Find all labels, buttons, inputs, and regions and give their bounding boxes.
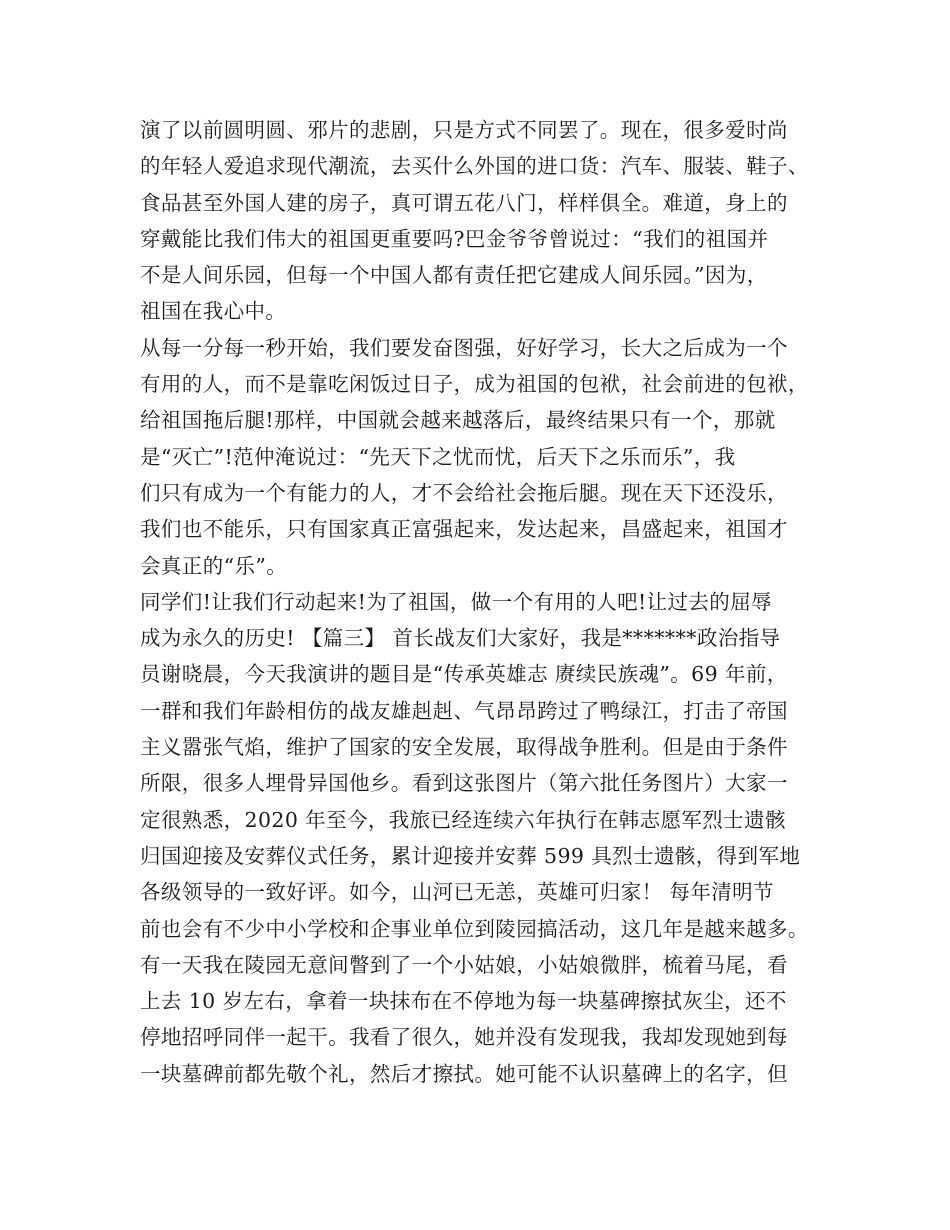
text-line: 演了以前圆明圆、邪片的悲剧，只是方式不同罢了。现在，很多爱时尚 xyxy=(140,118,788,142)
text-line: 穿戴能比我们伟大的祖国更重要吗?巴金爷爷曾说过：“我们的祖国并 xyxy=(140,226,769,251)
text-line: 一块墓碑前都先敬个礼，然后才擦拭。她可能不认识墓碑上的名字，但 xyxy=(140,1061,788,1086)
text-line: 食品甚至外国人建的房子，真可谓五花八门，样样俱全。难道，身上的 xyxy=(140,190,788,215)
text-line: 会真正的“乐”。 xyxy=(140,553,288,578)
text-line: 有用的人，而不是靠吃闲饭过日子，成为祖国的包袱，社会前进的包袱， xyxy=(140,372,809,397)
text-line: 员谢晓晨，今天我演讲的题目是“传承英雄志 赓续民族魂”。69 年前， xyxy=(140,662,788,687)
text-line: 不是人间乐园，但每一个中国人都有责任把它建成人间乐园。”因为， xyxy=(140,263,768,288)
document-body xyxy=(140,112,830,1092)
text-line: 上去 10 岁左右，拿着一块抹布在不停地为每一块墓碑擦拭灰尘，还不 xyxy=(140,989,787,1014)
text-line: 是“灭亡”!范仲淹说过：“先天下之忧而忧，后天下之乐而乐”，我 xyxy=(140,444,736,469)
text-line: 归国迎接及安葬仪式任务，累计迎接并安葬 599 具烈士遗骸，得到军地 xyxy=(140,843,801,868)
text-line: 一群和我们年龄相仿的战友雄赳赳、气昂昂跨过了鸭绿江，打击了帝国 xyxy=(140,698,788,723)
text-line: 从每一分每一秒开始，我们要发奋图强，好好学习，长大之后成为一个 xyxy=(140,335,788,360)
text-line: 同学们!让我们行动起来!为了祖国，做一个有用的人吧!让过去的屈辱 xyxy=(140,589,773,614)
text-line: 有一天我在陵园无意间瞥到了一个小姑娘，小姑娘微胖，梳着马尾，看 xyxy=(140,952,788,977)
text-line: 定很熟悉，2020 年至今，我旅已经连续六年执行在韩志愿军烈士遗骸 xyxy=(140,807,786,832)
text-line: 所限，很多人埋骨异国他乡。看到这张图片（第六批任务图片）大家一 xyxy=(140,771,788,796)
text-line: 祖国在我心中。 xyxy=(140,299,287,324)
text-line: 给祖国拖后腿!那样，中国就会越来越落后，最终结果只有一个，那就 xyxy=(140,408,776,433)
text-line: 主义嚣张气焰，维护了国家的安全发展，取得战争胜利。但是由于条件 xyxy=(140,735,788,760)
text-line: 停地招呼同伴一起干。我看了很久，她并没有发现我，我却发现她到每 xyxy=(140,1025,788,1050)
text-line: 们只有成为一个有能力的人，才不会给社会拖后腿。现在天下还没乐， xyxy=(140,480,788,505)
text-line: 的年轻人爱追求现代潮流，去买什么外国的进口货：汽车、服装、鞋子、 xyxy=(140,154,809,179)
text-line: 成为永久的历史! 【篇三】 首长战友们大家好，我是*******政治指导 xyxy=(140,626,781,651)
text-line: 我们也不能乐，只有国家真正富强起来，发达起来，昌盛起来，祖国才 xyxy=(140,517,788,542)
text-line: 前也会有不少中小学校和企事业单位到陵园搞活动，这几年是越来越多。 xyxy=(140,916,809,941)
text-line: 各级领导的一致好评。如今，山河已无恙，英雄可归家！ 每年清明节 xyxy=(140,880,774,905)
